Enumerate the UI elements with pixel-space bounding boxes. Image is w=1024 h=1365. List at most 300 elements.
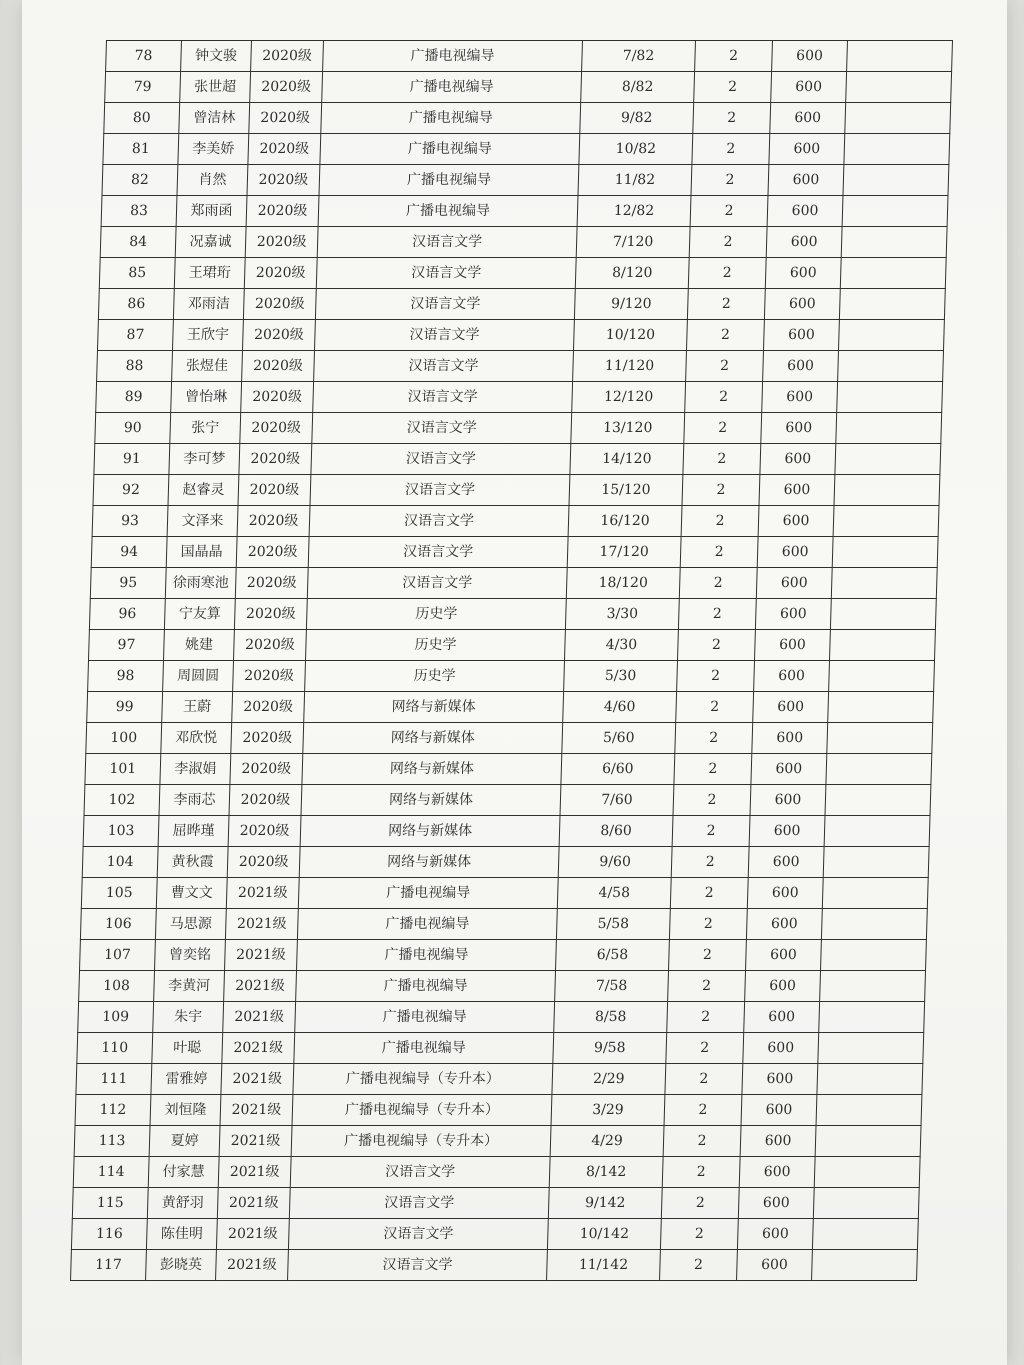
cell-student-name: 周圆圆 bbox=[163, 661, 234, 692]
cell-class-rank: 5/58 bbox=[556, 909, 670, 940]
cell-grade-year: 2021级 bbox=[223, 1002, 296, 1033]
cell-student-name: 张世超 bbox=[180, 72, 251, 103]
cell-class-rank: 18/120 bbox=[566, 568, 680, 599]
table-row bbox=[97, 320, 944, 351]
cell-class-rank: 9/82 bbox=[580, 103, 694, 134]
cell-major: 广播电视编导 bbox=[295, 1002, 555, 1033]
cell-class-rank: 8/120 bbox=[575, 258, 689, 289]
cell-major: 汉语言文学 bbox=[315, 289, 575, 320]
cell-grade-year: 2021级 bbox=[222, 1033, 295, 1064]
table-row bbox=[102, 165, 949, 196]
cell-award-amount: 600 bbox=[752, 723, 828, 754]
cell-class-rank: 15/120 bbox=[569, 475, 683, 506]
cell-row-number: 93 bbox=[92, 506, 168, 537]
table-row bbox=[98, 289, 945, 320]
cell-grade-year: 2021级 bbox=[226, 878, 299, 909]
cell-row-number: 90 bbox=[95, 413, 171, 444]
cell-grade-year: 2021级 bbox=[225, 940, 298, 971]
cell-student-name: 黄秋霞 bbox=[157, 847, 228, 878]
cell-class-rank: 3/30 bbox=[565, 599, 679, 630]
table-body bbox=[71, 41, 953, 1281]
cell-award-level: 2 bbox=[692, 134, 770, 165]
cell-award-amount: 600 bbox=[757, 537, 833, 568]
cell-award-amount: 600 bbox=[746, 940, 822, 971]
cell-award-amount: 600 bbox=[743, 1033, 819, 1064]
cell-class-rank: 8/60 bbox=[559, 816, 673, 847]
cell-major: 历史学 bbox=[306, 599, 566, 630]
cell-remarks bbox=[812, 1219, 918, 1250]
cell-award-level: 2 bbox=[679, 568, 757, 599]
cell-major: 汉语言文学 bbox=[289, 1188, 549, 1219]
cell-award-amount: 600 bbox=[749, 816, 825, 847]
cell-major: 汉语言文学 bbox=[290, 1157, 550, 1188]
cell-award-level: 2 bbox=[669, 940, 747, 971]
table-row bbox=[103, 134, 950, 165]
cell-major: 汉语言文学 bbox=[313, 382, 573, 413]
cell-remarks bbox=[846, 72, 952, 103]
cell-award-level: 2 bbox=[676, 692, 754, 723]
table-row bbox=[87, 692, 934, 723]
cell-remarks bbox=[814, 1157, 920, 1188]
cell-award-amount: 600 bbox=[755, 599, 831, 630]
cell-award-level: 2 bbox=[687, 289, 765, 320]
cell-award-level: 2 bbox=[672, 816, 750, 847]
cell-class-rank: 16/120 bbox=[568, 506, 682, 537]
cell-remarks bbox=[833, 506, 939, 537]
paper-sheet bbox=[22, 0, 1007, 1365]
cell-award-amount: 600 bbox=[770, 103, 846, 134]
table-row bbox=[81, 878, 928, 909]
cell-award-level: 2 bbox=[685, 382, 763, 413]
table-row bbox=[89, 630, 936, 661]
cell-row-number: 114 bbox=[73, 1157, 149, 1188]
cell-major: 广播电视编导 bbox=[320, 134, 580, 165]
cell-row-number: 106 bbox=[80, 909, 156, 940]
cell-award-amount: 600 bbox=[768, 165, 844, 196]
table-row bbox=[88, 661, 935, 692]
cell-major: 广播电视编导 bbox=[321, 103, 581, 134]
cell-student-name: 朱宇 bbox=[153, 1002, 224, 1033]
cell-row-number: 115 bbox=[72, 1188, 148, 1219]
cell-major: 广播电视编导（专升本） bbox=[293, 1064, 553, 1095]
cell-award-amount: 600 bbox=[747, 878, 823, 909]
cell-remarks bbox=[816, 1095, 922, 1126]
cell-major: 广播电视编导 bbox=[294, 1033, 554, 1064]
cell-remarks bbox=[839, 289, 945, 320]
cell-remarks bbox=[827, 723, 933, 754]
table-row bbox=[99, 258, 946, 289]
cell-student-name: 国晶晶 bbox=[166, 537, 237, 568]
cell-remarks bbox=[821, 940, 927, 971]
cell-remarks bbox=[819, 1002, 925, 1033]
cell-grade-year: 2020级 bbox=[246, 196, 319, 227]
cell-grade-year: 2020级 bbox=[237, 506, 310, 537]
cell-award-level: 2 bbox=[665, 1064, 743, 1095]
cell-grade-year: 2021级 bbox=[217, 1188, 290, 1219]
cell-row-number: 86 bbox=[98, 289, 174, 320]
cell-award-level: 2 bbox=[686, 320, 764, 351]
cell-student-name: 刘恒隆 bbox=[150, 1095, 221, 1126]
cell-student-name: 肖然 bbox=[177, 165, 248, 196]
cell-grade-year: 2020级 bbox=[228, 816, 301, 847]
table-row bbox=[90, 568, 937, 599]
cell-remarks bbox=[812, 1250, 918, 1281]
cell-student-name: 邓雨洁 bbox=[173, 289, 244, 320]
cell-remarks bbox=[837, 382, 943, 413]
table-row bbox=[71, 1250, 918, 1281]
cell-class-rank: 9/60 bbox=[558, 847, 672, 878]
cell-row-number: 84 bbox=[100, 227, 176, 258]
cell-grade-year: 2020级 bbox=[249, 103, 322, 134]
cell-award-amount: 600 bbox=[763, 320, 839, 351]
cell-remarks bbox=[844, 134, 950, 165]
cell-award-level: 2 bbox=[668, 971, 746, 1002]
table-row bbox=[85, 754, 932, 785]
cell-award-level: 2 bbox=[675, 723, 753, 754]
cell-student-name: 王蔚 bbox=[162, 692, 233, 723]
cell-major: 广播电视编导（专升本） bbox=[291, 1126, 551, 1157]
cell-row-number: 94 bbox=[91, 537, 167, 568]
cell-student-name: 况嘉诚 bbox=[175, 227, 246, 258]
table-row bbox=[93, 475, 940, 506]
cell-major: 网络与新媒体 bbox=[301, 785, 561, 816]
cell-award-amount: 600 bbox=[740, 1126, 816, 1157]
cell-remarks bbox=[832, 537, 938, 568]
cell-row-number: 95 bbox=[90, 568, 166, 599]
cell-class-rank: 9/120 bbox=[574, 289, 688, 320]
cell-grade-year: 2020级 bbox=[242, 351, 315, 382]
cell-grade-year: 2020级 bbox=[247, 165, 320, 196]
cell-remarks bbox=[815, 1126, 921, 1157]
cell-award-amount: 600 bbox=[738, 1188, 814, 1219]
cell-student-name: 邓欣悦 bbox=[161, 723, 232, 754]
cell-award-level: 2 bbox=[662, 1157, 740, 1188]
cell-grade-year: 2020级 bbox=[234, 630, 307, 661]
cell-award-amount: 600 bbox=[769, 134, 845, 165]
cell-remarks bbox=[825, 785, 931, 816]
cell-class-rank: 17/120 bbox=[567, 537, 681, 568]
cell-grade-year: 2021级 bbox=[220, 1095, 293, 1126]
cell-remarks bbox=[822, 878, 928, 909]
cell-award-level: 2 bbox=[686, 351, 764, 382]
cell-grade-year: 2020级 bbox=[232, 692, 305, 723]
cell-major: 汉语言文学 bbox=[288, 1219, 548, 1250]
cell-row-number: 104 bbox=[82, 847, 158, 878]
cell-major: 历史学 bbox=[305, 661, 565, 692]
cell-grade-year: 2020级 bbox=[234, 599, 307, 630]
table-row bbox=[72, 1188, 919, 1219]
cell-grade-year: 2020级 bbox=[229, 785, 302, 816]
cell-major: 汉语言文学 bbox=[311, 444, 571, 475]
cell-grade-year: 2021级 bbox=[216, 1250, 289, 1281]
cell-award-amount: 600 bbox=[748, 847, 824, 878]
table-row bbox=[79, 971, 926, 1002]
cell-award-amount: 600 bbox=[739, 1157, 815, 1188]
cell-row-number: 88 bbox=[97, 351, 173, 382]
cell-grade-year: 2020级 bbox=[245, 227, 318, 258]
cell-remarks bbox=[828, 692, 934, 723]
cell-grade-year: 2020级 bbox=[231, 723, 304, 754]
cell-student-name: 宁友算 bbox=[164, 599, 235, 630]
table-row bbox=[96, 382, 943, 413]
table-row bbox=[73, 1157, 920, 1188]
table-row bbox=[101, 196, 948, 227]
cell-row-number: 108 bbox=[79, 971, 155, 1002]
cell-grade-year: 2020级 bbox=[238, 475, 311, 506]
cell-row-number: 83 bbox=[101, 196, 177, 227]
cell-grade-year: 2020级 bbox=[242, 320, 315, 351]
cell-major: 广播电视编导 bbox=[297, 909, 557, 940]
cell-award-amount: 600 bbox=[772, 41, 848, 72]
cell-remarks bbox=[847, 41, 953, 72]
cell-class-rank: 4/29 bbox=[550, 1126, 664, 1157]
cell-row-number: 82 bbox=[102, 165, 178, 196]
cell-award-amount: 600 bbox=[762, 382, 838, 413]
cell-award-amount: 600 bbox=[745, 971, 821, 1002]
cell-class-rank: 4/58 bbox=[557, 878, 671, 909]
cell-grade-year: 2021级 bbox=[218, 1157, 291, 1188]
table-row bbox=[104, 103, 951, 134]
cell-remarks bbox=[838, 320, 944, 351]
cell-row-number: 117 bbox=[71, 1250, 147, 1281]
cell-award-level: 2 bbox=[678, 599, 756, 630]
table-row bbox=[100, 227, 947, 258]
table-row bbox=[75, 1095, 922, 1126]
cell-award-amount: 600 bbox=[751, 754, 827, 785]
cell-class-rank: 8/82 bbox=[581, 72, 695, 103]
cell-class-rank: 9/142 bbox=[548, 1188, 662, 1219]
cell-award-level: 2 bbox=[695, 41, 773, 72]
cell-student-name: 曾怡琳 bbox=[171, 382, 242, 413]
cell-award-amount: 600 bbox=[746, 909, 822, 940]
table-row bbox=[91, 537, 938, 568]
cell-student-name: 钟文骏 bbox=[181, 41, 252, 72]
table-row bbox=[86, 723, 933, 754]
cell-major: 广播电视编导 bbox=[322, 72, 582, 103]
cell-student-name: 彭晓英 bbox=[146, 1250, 217, 1281]
cell-class-rank: 11/82 bbox=[578, 165, 692, 196]
cell-student-name: 张煜佳 bbox=[172, 351, 243, 382]
cell-award-level: 2 bbox=[664, 1095, 742, 1126]
table-row bbox=[105, 72, 952, 103]
cell-class-rank: 5/60 bbox=[562, 723, 676, 754]
cell-student-name: 马思源 bbox=[155, 909, 226, 940]
cell-award-level: 2 bbox=[684, 413, 762, 444]
cell-row-number: 98 bbox=[88, 661, 164, 692]
cell-award-level: 2 bbox=[681, 506, 759, 537]
cell-class-rank: 7/120 bbox=[576, 227, 690, 258]
cell-row-number: 87 bbox=[97, 320, 173, 351]
cell-row-number: 107 bbox=[80, 940, 156, 971]
cell-grade-year: 2020级 bbox=[227, 847, 300, 878]
student-table bbox=[70, 40, 953, 1281]
cell-award-amount: 600 bbox=[759, 475, 835, 506]
cell-award-amount: 600 bbox=[760, 444, 836, 475]
cell-row-number: 103 bbox=[83, 816, 159, 847]
cell-major: 广播电视编导（专升本） bbox=[292, 1095, 552, 1126]
cell-class-rank: 14/120 bbox=[570, 444, 684, 475]
cell-grade-year: 2021级 bbox=[225, 909, 298, 940]
cell-award-level: 2 bbox=[693, 103, 771, 134]
cell-row-number: 89 bbox=[96, 382, 172, 413]
cell-major: 汉语言文学 bbox=[312, 413, 572, 444]
table-row bbox=[82, 847, 929, 878]
cell-row-number: 80 bbox=[104, 103, 180, 134]
cell-remarks bbox=[817, 1064, 923, 1095]
cell-award-level: 2 bbox=[673, 785, 751, 816]
cell-student-name: 徐雨寒池 bbox=[165, 568, 236, 599]
table-row bbox=[80, 940, 927, 971]
cell-award-level: 2 bbox=[661, 1188, 739, 1219]
cell-grade-year: 2020级 bbox=[235, 568, 308, 599]
cell-row-number: 91 bbox=[94, 444, 170, 475]
cell-award-amount: 600 bbox=[771, 72, 847, 103]
cell-major: 汉语言文学 bbox=[316, 258, 576, 289]
scholarship-list bbox=[70, 40, 953, 1281]
cell-grade-year: 2020级 bbox=[233, 661, 306, 692]
cell-class-rank: 10/82 bbox=[579, 134, 693, 165]
cell-award-level: 2 bbox=[660, 1250, 738, 1281]
cell-major: 网络与新媒体 bbox=[303, 723, 563, 754]
cell-class-rank: 12/120 bbox=[572, 382, 686, 413]
cell-major: 广播电视编导 bbox=[319, 165, 579, 196]
cell-row-number: 110 bbox=[77, 1033, 153, 1064]
cell-student-name: 曹文文 bbox=[156, 878, 227, 909]
cell-remarks bbox=[842, 196, 948, 227]
cell-major: 汉语言文学 bbox=[317, 227, 577, 258]
cell-major: 汉语言文学 bbox=[309, 506, 569, 537]
cell-award-level: 2 bbox=[677, 661, 755, 692]
cell-major: 广播电视编导 bbox=[297, 940, 557, 971]
cell-award-level: 2 bbox=[689, 227, 767, 258]
cell-class-rank: 11/120 bbox=[573, 351, 687, 382]
cell-major: 汉语言文学 bbox=[288, 1250, 548, 1281]
cell-major: 汉语言文学 bbox=[310, 475, 570, 506]
cell-row-number: 78 bbox=[106, 41, 182, 72]
cell-class-rank: 6/60 bbox=[561, 754, 675, 785]
cell-student-name: 李淑娟 bbox=[160, 754, 231, 785]
cell-major: 汉语言文学 bbox=[307, 568, 567, 599]
cell-student-name: 文泽来 bbox=[167, 506, 238, 537]
cell-remarks bbox=[829, 661, 935, 692]
cell-award-level: 2 bbox=[690, 196, 768, 227]
cell-student-name: 李雨芯 bbox=[159, 785, 230, 816]
cell-grade-year: 2020级 bbox=[241, 382, 314, 413]
cell-grade-year: 2020级 bbox=[250, 72, 323, 103]
cell-award-amount: 600 bbox=[741, 1095, 817, 1126]
cell-row-number: 102 bbox=[84, 785, 160, 816]
table-row bbox=[74, 1126, 921, 1157]
cell-student-name: 叶聪 bbox=[152, 1033, 223, 1064]
cell-student-name: 陈佳明 bbox=[146, 1219, 217, 1250]
table-row bbox=[92, 506, 939, 537]
cell-award-level: 2 bbox=[667, 1002, 745, 1033]
cell-remarks bbox=[826, 754, 932, 785]
cell-row-number: 116 bbox=[71, 1219, 147, 1250]
cell-grade-year: 2020级 bbox=[240, 413, 313, 444]
cell-award-level: 2 bbox=[678, 630, 756, 661]
table-row bbox=[84, 785, 931, 816]
cell-award-level: 2 bbox=[669, 909, 747, 940]
cell-class-rank: 13/120 bbox=[571, 413, 685, 444]
cell-row-number: 92 bbox=[93, 475, 169, 506]
cell-row-number: 112 bbox=[75, 1095, 151, 1126]
cell-award-amount: 600 bbox=[767, 196, 843, 227]
cell-remarks bbox=[813, 1188, 919, 1219]
table-row bbox=[83, 816, 930, 847]
cell-major: 网络与新媒体 bbox=[299, 847, 559, 878]
cell-row-number: 81 bbox=[103, 134, 179, 165]
cell-award-level: 2 bbox=[670, 878, 748, 909]
table-row bbox=[95, 413, 942, 444]
cell-award-level: 2 bbox=[680, 537, 758, 568]
cell-row-number: 79 bbox=[105, 72, 181, 103]
cell-student-name: 黄舒羽 bbox=[147, 1188, 218, 1219]
cell-remarks bbox=[830, 630, 936, 661]
table-row bbox=[94, 444, 941, 475]
cell-row-number: 101 bbox=[85, 754, 161, 785]
cell-class-rank: 4/60 bbox=[563, 692, 677, 723]
cell-grade-year: 2020级 bbox=[244, 258, 317, 289]
cell-grade-year: 2021级 bbox=[224, 971, 297, 1002]
cell-remarks bbox=[820, 971, 926, 1002]
table-row bbox=[77, 1033, 924, 1064]
cell-remarks bbox=[845, 103, 951, 134]
cell-row-number: 97 bbox=[89, 630, 165, 661]
table-row bbox=[106, 41, 953, 72]
cell-award-amount: 600 bbox=[758, 506, 834, 537]
cell-major: 汉语言文学 bbox=[314, 351, 574, 382]
cell-major: 广播电视编导 bbox=[296, 971, 556, 1002]
cell-row-number: 96 bbox=[89, 599, 165, 630]
cell-grade-year: 2020级 bbox=[243, 289, 316, 320]
cell-award-level: 2 bbox=[666, 1033, 744, 1064]
cell-remarks bbox=[830, 599, 936, 630]
cell-class-rank: 7/58 bbox=[555, 971, 669, 1002]
cell-student-name: 赵睿灵 bbox=[168, 475, 239, 506]
cell-award-amount: 600 bbox=[753, 692, 829, 723]
cell-class-rank: 7/60 bbox=[560, 785, 674, 816]
cell-class-rank: 8/58 bbox=[554, 1002, 668, 1033]
cell-award-amount: 600 bbox=[756, 568, 832, 599]
cell-award-level: 2 bbox=[688, 258, 766, 289]
cell-award-amount: 600 bbox=[750, 785, 826, 816]
cell-major: 汉语言文学 bbox=[314, 320, 574, 351]
cell-remarks bbox=[840, 258, 946, 289]
cell-row-number: 99 bbox=[87, 692, 163, 723]
cell-major: 广播电视编导 bbox=[298, 878, 558, 909]
table-row bbox=[76, 1064, 923, 1095]
cell-student-name: 雷雅婷 bbox=[151, 1064, 222, 1095]
cell-student-name: 郑雨函 bbox=[176, 196, 247, 227]
cell-major: 广播电视编导 bbox=[318, 196, 578, 227]
cell-award-level: 2 bbox=[682, 475, 760, 506]
cell-remarks bbox=[841, 227, 947, 258]
cell-row-number: 109 bbox=[78, 1002, 154, 1033]
cell-class-rank: 6/58 bbox=[556, 940, 670, 971]
cell-student-name: 张宁 bbox=[170, 413, 241, 444]
cell-remarks bbox=[835, 444, 941, 475]
cell-award-amount: 600 bbox=[766, 227, 842, 258]
cell-class-rank: 8/142 bbox=[549, 1157, 663, 1188]
cell-student-name: 屈晔瑾 bbox=[158, 816, 229, 847]
table-row bbox=[78, 1002, 925, 1033]
cell-student-name: 曾奕铭 bbox=[155, 940, 226, 971]
cell-grade-year: 2020级 bbox=[239, 444, 312, 475]
cell-award-amount: 600 bbox=[754, 661, 830, 692]
cell-class-rank: 7/82 bbox=[582, 41, 696, 72]
cell-class-rank: 12/82 bbox=[577, 196, 691, 227]
